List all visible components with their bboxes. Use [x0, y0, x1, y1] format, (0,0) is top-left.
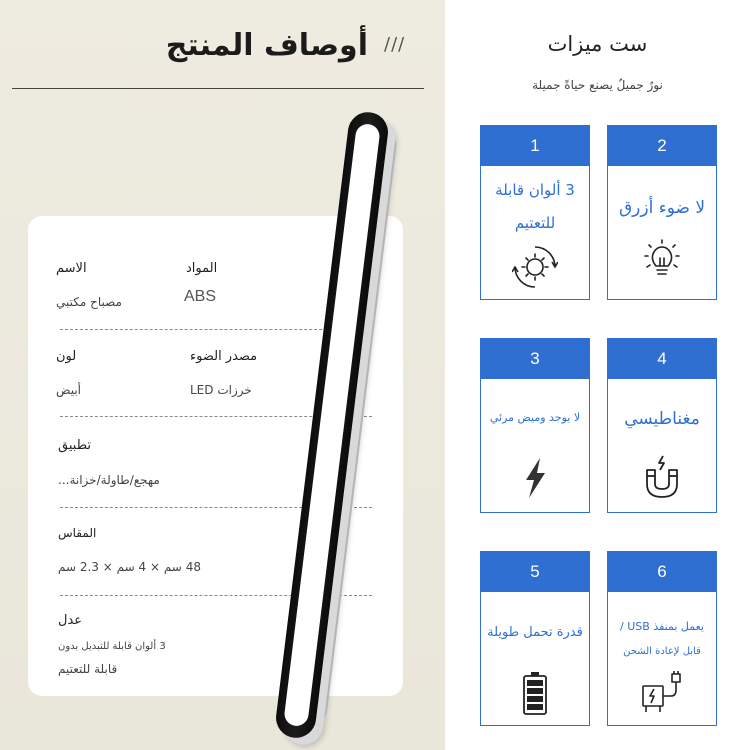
- gear-value-line2: قابلة للتعتيم: [58, 662, 118, 676]
- title-divider: [12, 88, 424, 89]
- size-value: 48 سم × 4 سم × 2.3 سم: [58, 560, 201, 574]
- size-label: المقاس: [58, 526, 97, 540]
- feature-card-2: [607, 125, 717, 300]
- feature-card-6: [607, 551, 717, 726]
- page-title: أوصاف المنتج: [165, 28, 368, 63]
- material-label: المواد: [186, 261, 218, 276]
- name-value: مصباح مكتبي: [56, 295, 122, 309]
- feature-text-line2: للتعتيم: [514, 214, 556, 232]
- feature-number: 4: [608, 339, 716, 379]
- light-source-label: مصدر الضوء: [190, 349, 258, 364]
- features-title: ست ميزات: [547, 32, 648, 56]
- feature-text-line1: يعمل بمنفذ USB /: [620, 620, 704, 633]
- usb-plug-icon: [639, 670, 685, 716]
- features-subtitle: نورٌ جميلٌ يصنع حياةً جميلة: [532, 78, 663, 92]
- name-label: الاسم: [56, 261, 87, 276]
- feature-card-5: [480, 551, 590, 726]
- gear-label: عدل: [58, 613, 83, 628]
- feature-text-line1: لا ضوء أزرق: [618, 198, 706, 218]
- material-value: ABS: [184, 288, 217, 305]
- dimmer-sun-icon: [512, 244, 558, 290]
- application-value: مهجع/طاولة/خزانة...: [58, 473, 160, 487]
- feature-number: 3: [481, 339, 589, 379]
- lightning-icon: [512, 454, 558, 500]
- feature-number: 2: [608, 126, 716, 166]
- color-value: أبيض: [56, 383, 81, 397]
- feature-number: 5: [481, 552, 589, 592]
- feature-text-line1: لا يوجد وميض مرئي: [489, 411, 581, 424]
- magnet-icon: [639, 454, 685, 500]
- feature-card-1: [480, 125, 590, 300]
- bulb-icon: [639, 238, 685, 284]
- battery-icon: [512, 670, 558, 716]
- feature-text-line1: 3 ألوان قابلة: [495, 181, 575, 199]
- feature-text-line1: قدرة تحمل طويلة: [487, 625, 583, 640]
- feature-number: 1: [481, 126, 589, 166]
- feature-text-line1: مغناطيسي: [624, 409, 700, 429]
- application-label: تطبيق: [58, 438, 91, 453]
- title-decoration: ///: [384, 34, 406, 55]
- light-source-value: خرزات LED: [190, 383, 252, 397]
- feature-card-4: [607, 338, 717, 513]
- color-label: لون: [56, 349, 77, 364]
- feature-text-line2: قابل لإعادة الشحن: [623, 646, 701, 657]
- feature-card-3: [480, 338, 590, 513]
- gear-value-line1: 3 ألوان قابلة للتبديل بدون: [58, 641, 166, 652]
- feature-number: 6: [608, 552, 716, 592]
